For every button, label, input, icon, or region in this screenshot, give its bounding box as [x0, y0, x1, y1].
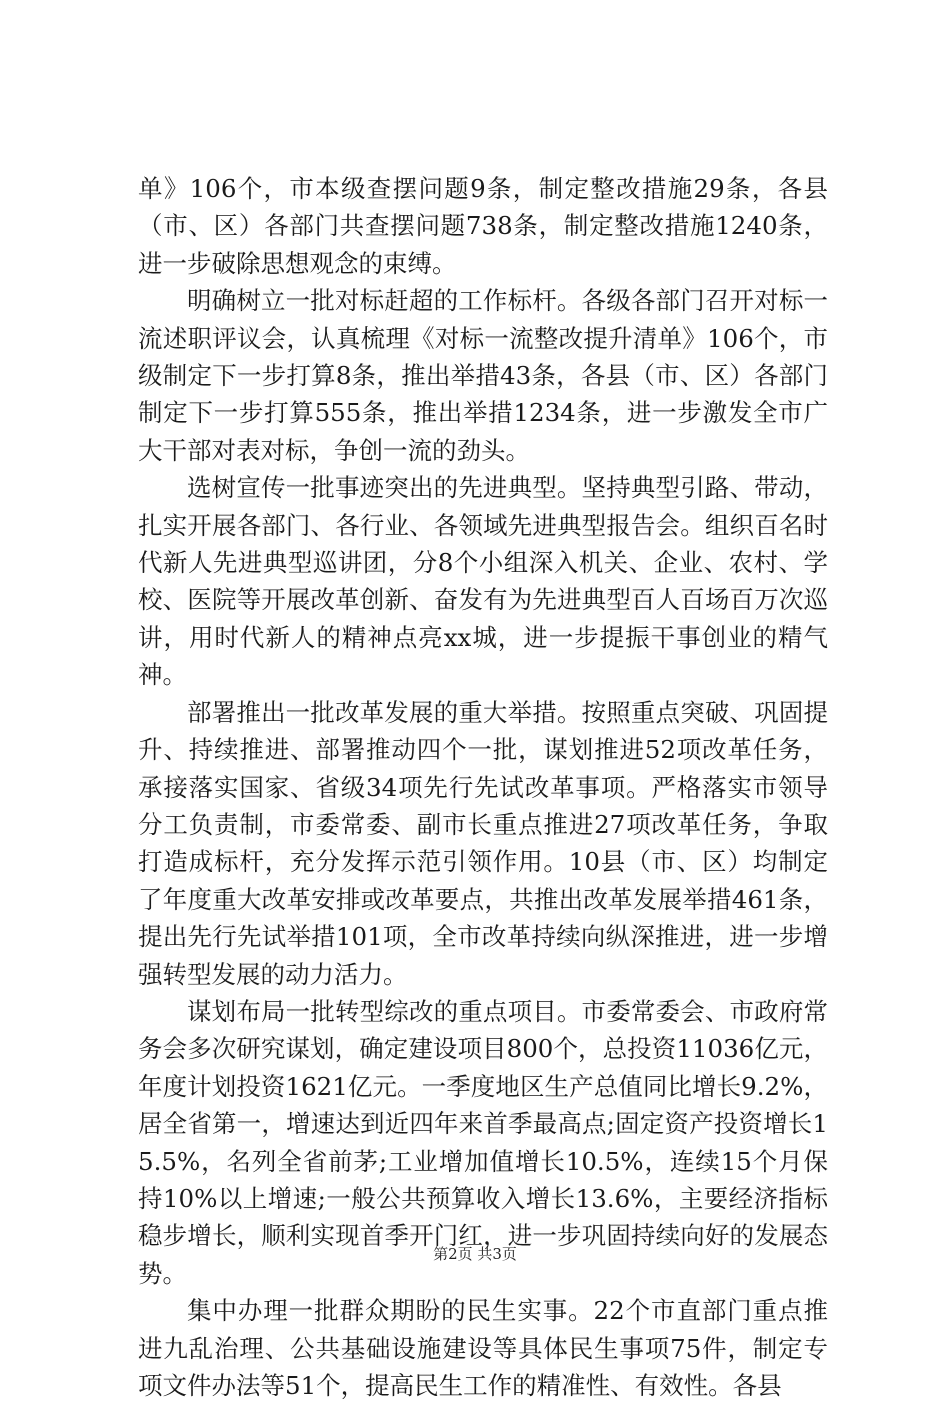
paragraph-key-projects: 谋划布局一批转型综改的重点项目。市委常委会、市政府常务会多次研究谋划，确定建设项目800个，总投资11036亿元，年度计划投资1621亿元。一季度地区生产总值同比增长9.2%，居全省第一，增速达到近四年来首季最高点;固定资产投资增长15.5%，名列全省前茅;工业增加值增长10.5%，连续15个月保持10%以上增速;一般公共预算收入增长13.6%，主要经济指标稳步增长，顺利实现首季开门红，进一步巩固持续向好的发展态势。: [138, 996, 828, 1288]
paragraph-reform-measures: 部署推出一批改革发展的重大举措。按照重点突破、巩固提升、持续推进、部署推动四个一批，谋划推进52项改革任务，承接落实国家、省级34项先行先试改革事项。严格落实市领导分工负责制，市委常委、副市长重点推进27项改革任务，争取打造成标杆，充分发挥示范引领作用。10县（市、区）均制定了年度重大改革安排或改革要点，共推出改革发展举措461条，提出先行先试举措101项，全市改革持续向纵深推进，进一步增强转型发展的动力活力。: [138, 697, 828, 989]
paragraph-continuation: 单》106个，市本级查摆问题9条，制定整改措施29条，各县（市、区）各部门共查摆问题738条，制定整改措施1240条，进一步破除思想观念的束缚。: [138, 174, 828, 278]
document-body: [138, 170, 828, 1404]
paragraph-model-figures: 选树宣传一批事迹突出的先进典型。坚持典型引路、带动，扎实开展各部门、各行业、各领域先进典型报告会。组织百名时代新人先进典型巡讲团，分8个小组深入机关、企业、农村、学校、医院等开展改革创新、奋发有为先进典型百人百场百万次巡讲，用时代新人的精神点亮xx城，进一步提振干事创业的精气神。: [138, 473, 828, 690]
paragraph-livelihood: 集中办理一批群众期盼的民生实事。22个市直部门重点推进九乱治理、公共基础设施建设等具体民生事项75件，制定专项文件办法等51个，提高民生工作的精准性、有效性。各县: [138, 1296, 828, 1400]
page-number-footer: 第2页 共3页: [433, 1245, 517, 1263]
paragraph-benchmark: 明确树立一批对标赶超的工作标杆。各级各部门召开对标一流述职评议会，认真梳理《对标一流整改提升清单》106个，市级制定下一步打算8条，推出举措43条，各县（市、区）各部门制定下一步打算555条，推出举措1234条，进一步激发全市广大干部对表对标，争创一流的劲头。: [138, 286, 828, 465]
